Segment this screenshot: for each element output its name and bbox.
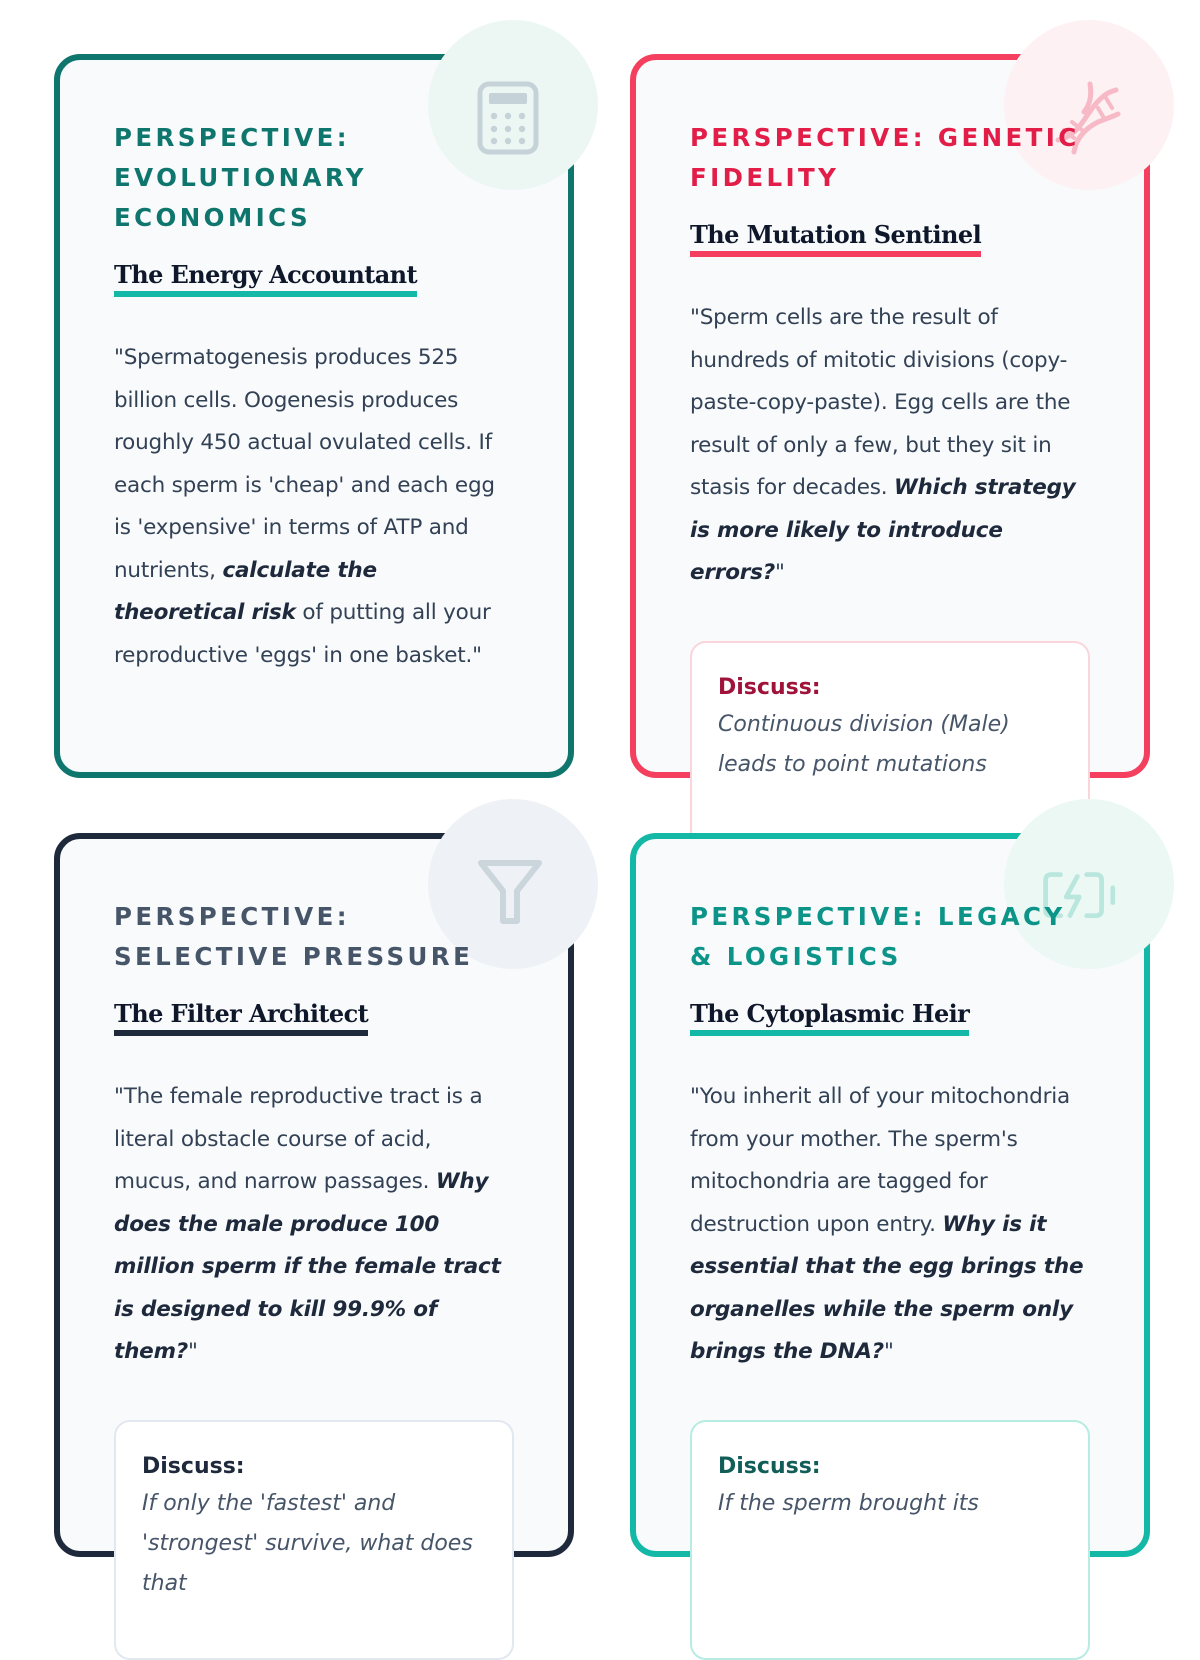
- perspective-card-genetic-fidelity: [630, 54, 1150, 778]
- discuss-text: Continuous division (Male) leads to point mutations: [718, 711, 1010, 777]
- quote-emphasis: Why is it essential that the egg brings the organelles while the sperm only brings the DNA?: [690, 1211, 1084, 1364]
- quote-text: "Sperm cells are the result of hundreds of mitotic divisions (copy-paste-copy-paste). Egg cells are the result of only a few, but they sit in stasis for decades. Which strategy is more likely to introduce errors?": [690, 305, 1076, 585]
- card-title: The Energy Accountant: [114, 260, 417, 297]
- discuss-label: Discuss:: [718, 1453, 821, 1479]
- quote-emphasis: Why does the male produce 100 million sperm if the female tract is designed to kill 99.9% of them?: [114, 1169, 501, 1364]
- perspective-card-selective-pressure: [54, 833, 574, 1596]
- quote-emphasis: Which strategy is more likely to introduce errors?: [690, 475, 1076, 585]
- discuss-text: If the sperm brought its: [718, 1490, 979, 1516]
- perspective-card-legacy-logistics: [630, 833, 1150, 1557]
- discuss-label: Discuss:: [142, 1453, 245, 1479]
- quote-text: "Spermatogenesis produces 525 billion cells. Oogenesis produces roughly 450 actual ovulated cells. If each sperm is 'cheap' and each egg is 'expensive' in terms of ATP and nutrients, calculate the theoretical risk of putting all your reproductive 'eggs' in one basket.": [114, 345, 495, 668]
- perspective-label: PERSPECTIVE: SELECTIVE PRESSURE: [114, 902, 474, 971]
- quote-text: "You inherit all of your mitochondria from your mother. The sperm's mitochondria are tagged for destruction upon entry. Why is it essential that the egg brings the organelles while the sperm only brings the DNA?": [690, 1084, 1084, 1364]
- quote-text: "The female reproductive tract is a literal obstacle course of acid, mucus, and narrow passages. Why does the male produce 100 million sperm if the female tract is designed to kill 99.9% of them?": [114, 1084, 501, 1364]
- perspective-label: PERSPECTIVE: LEGACY & LOGISTICS: [690, 902, 1066, 971]
- discuss-text: If only the 'fastest' and 'strongest' survive, what does that: [142, 1490, 473, 1596]
- card-title: The Filter Architect: [114, 999, 368, 1036]
- discuss-box: [114, 1420, 514, 1660]
- perspective-label: PERSPECTIVE: GENETIC FIDELITY: [690, 123, 1080, 192]
- discuss-label: Discuss:: [718, 674, 821, 700]
- perspective-label: PERSPECTIVE: EVOLUTIONARY ECONOMICS: [114, 123, 367, 232]
- card-title: The Mutation Sentinel: [690, 220, 981, 257]
- discuss-box: [690, 1420, 1090, 1660]
- card-title: The Cytoplasmic Heir: [690, 999, 969, 1036]
- quote-emphasis: calculate the theoretical risk: [114, 557, 377, 625]
- perspective-card-evolutionary-economics: [54, 54, 574, 778]
